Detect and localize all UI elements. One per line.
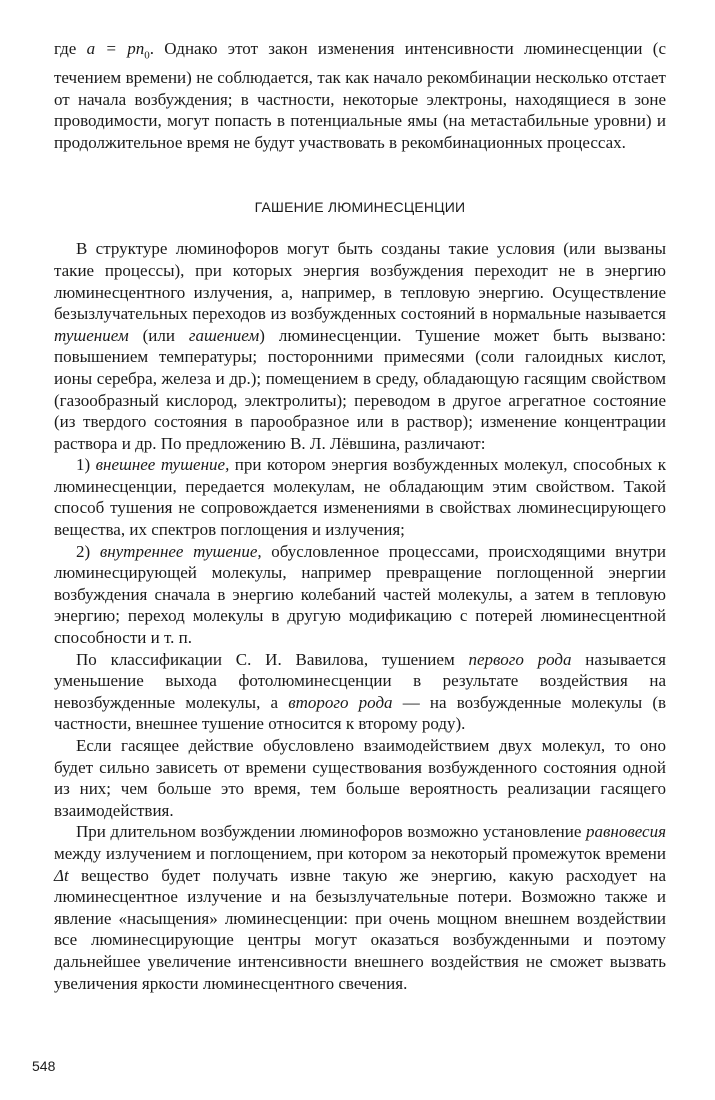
list-item-2-number: 2): [76, 541, 100, 561]
term-second-kind: второго рода: [288, 692, 393, 712]
intro-text-start: где: [54, 39, 87, 58]
paragraph-2-text-a: По классификации С. И. Вавилова, тушением: [76, 649, 469, 669]
formula: a = pn: [86, 39, 145, 58]
paragraph-3: Если гасящее действие обусловлено взаимодействием двух молекул, то оно будет сильно зависеть от времени существования возбужденного состояния одной из них; чем больше это время, тем больше вероятность реализации гасящего взаимодействия.: [54, 736, 666, 820]
term-gashenie: гашением: [188, 325, 260, 345]
paragraph-2-text-c: — на возбужденные молекулы (в частности, внешнее тушение относится к второму роду).: [54, 692, 667, 734]
list-item-1-number: 1): [76, 455, 96, 475]
paragraph-4-text-b: между излучением и поглощением, при котором за некоторый промежуток времени: [54, 843, 666, 863]
section-heading: ГАШЕНИЕ ЛЮМИНЕСЦЕНЦИИ: [254, 199, 466, 216]
paragraph-2: [54, 649, 666, 735]
paragraph-4: [54, 821, 666, 994]
list-item-1: [54, 454, 666, 540]
paragraph-1-text-a: В структуре люминофоров могут быть созданы такие условия (или вызваны такие процессы), при которых энергия возбуждения переходит не в энергию люминесцентного излучения, а, например, в тепловую энергию. Осуществление безызлучательных переходов из возбужденных состояний в нормальные называется: [54, 239, 666, 324]
paragraph-1-text-c: ) люминесценции. Тушение может быть вызвано: повышением температуры; посторонними примесями (соли галоидных кислот, ионы серебра, железа и др.); помещением в среду, обладающую гасящим свойством (газообразный кислород, электролиты); переводом в другое агрегатное состояние (из твердого состояния в парообразное или в раствор); изменение концентрации раствора и др. По предложению В. Л. Лёвшина, различают:: [54, 325, 666, 453]
paragraph-1: [54, 238, 666, 454]
list-item-1-text: при котором энергия возбужденных молекул, способных к люминесценции, передается молекулам, не обладающим этим свойством. Такой способ тушения не сопровождается изменениями в свойствах люминесцирующего вещества, их спектров поглощения и излучения;: [54, 455, 666, 540]
term-first-kind: первого рода: [468, 649, 572, 669]
paragraph-4-text-a: При длительном возбуждении люминофоров возможно установление: [76, 822, 587, 842]
term-internal-quenching: внутреннее тушение,: [99, 541, 262, 561]
term-delta-t: Δt: [54, 865, 69, 885]
intro-paragraph: [54, 38, 666, 153]
paragraph-1-text-b: (или: [128, 325, 189, 345]
page-body: [54, 38, 666, 994]
list-item-2: [54, 541, 666, 649]
formula-subscript: 0: [144, 49, 150, 62]
intro-text-end: . Однако этот закон изменения интенсивности люминесценции (с течением времени) не соблюдается, так как начало рекомбинации несколько отстает от начала возбуждения; в частности, некоторые электроны, находящиеся в зоне проводимости, могут попасть в потенциальные ямы (на метастабильные уровни) и продолжительное время не будут участвовать в рекомбинационных процессах.: [54, 39, 666, 152]
list-item-2-text: обусловленное процессами, происходящими внутри люминесцирующей молекулы, например превращение поглощенной энергии возбуждения сначала в энергию колебаний частей молекулы, а затем в тепловую энергию; переход молекулы в другую модификацию с потерей люминесцентной способности и т. п.: [54, 541, 666, 648]
term-equilibrium: равновесия: [586, 822, 666, 842]
paragraph-2-text-b: называется уменьшение выхода фотолюминесценции в результате воздействия на невозбужденные молекулы, а: [54, 649, 666, 712]
page-number: 548: [32, 1058, 56, 1074]
term-external-quenching: внешнее тушение,: [95, 455, 230, 475]
term-tushenie: тушением: [54, 325, 129, 345]
paragraph-4-text-c: вещество будет получать извне такую же энергию, какую расходует на люминесцентное излучение и на безызлучательные потери. Возможно также и явление «насыщения» люминесценции: при очень мощном внешнем воздействии все люминесцирующие центры могут оказаться возбужденными и поэтому дальнейшее увеличение интенсивности внешнего воздействия не сможет вызвать увеличения яркости люминесцентного свечения.: [54, 865, 666, 993]
